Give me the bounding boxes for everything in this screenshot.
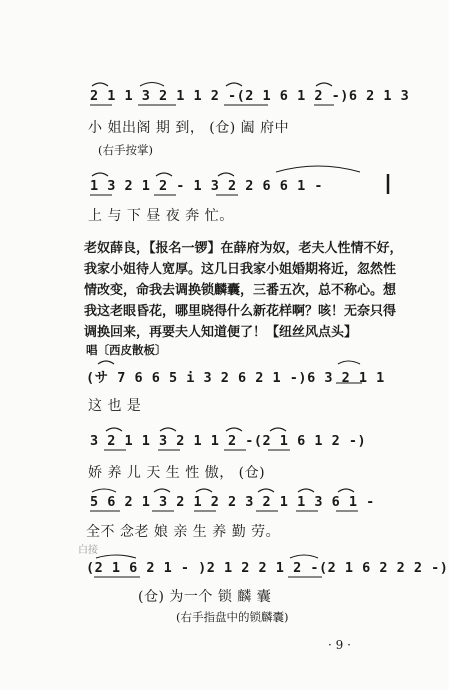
slur <box>290 555 318 558</box>
margin-note: 白接 <box>78 545 98 556</box>
slur <box>92 83 108 86</box>
slur <box>276 166 360 172</box>
lyric-line-5: 全不 念老 娘 亲 生 养 勤 劳。 <box>86 524 281 540</box>
prose-line-5: 调换回来，再要夫人知道便了！【纽丝风点头】 <box>84 325 358 340</box>
prose-line-2: 我家小姐待人宽厚。这几日我家小姐婚期将近，忽然性 <box>84 262 397 277</box>
slur <box>226 428 242 431</box>
slur <box>338 361 360 364</box>
notation-line-1: 2 1 1 3 2 1 1 2 -(2 1 6 1 2 -)6 2 1 3 <box>90 88 410 104</box>
slur <box>338 489 354 492</box>
stage-note-2: (右手指盘中的锁麟囊) <box>176 610 289 624</box>
slur <box>160 428 176 431</box>
slur <box>218 173 234 176</box>
slur <box>98 361 114 364</box>
slur <box>92 489 116 492</box>
lyric-line-2: 上 与 下 昼 夜 奔 忙。 <box>88 208 234 224</box>
page-number: · 9 · <box>328 638 351 652</box>
slur <box>156 173 172 176</box>
aria-label: 唱〔西皮散板〕 <box>86 343 167 357</box>
lyric-line-6: (仓) 为一个 锁 麟 囊 <box>138 589 272 605</box>
slur <box>226 83 242 86</box>
lyric-line-1: 小 姐出阁 期 到， (仓) 阖 府中 <box>88 120 290 136</box>
slur <box>140 83 164 87</box>
slur <box>258 489 274 492</box>
notation-line-5: 5 6 2 1 3 2 1 2 2 3 2 1 1 3 6 1 - <box>90 494 375 510</box>
prose-line-4: 我这老眼昏花，哪里晓得什么新花样啊？咳！无奈只得 <box>84 304 397 319</box>
lyric-line-3: 这 也 是 <box>88 398 142 414</box>
slur <box>96 555 136 558</box>
slur <box>298 489 314 492</box>
slur <box>154 489 170 492</box>
notation-line-2: 1 3 2 1 2 - 1 3 2 2 6 6 1 - <box>90 178 323 194</box>
slur <box>316 83 332 86</box>
slur <box>106 428 122 431</box>
prose-line-3: 情改变，命我去调换锁麟囊，三番五次，总不称心。想 <box>84 283 397 298</box>
prose-line-1: 老奴薛良，【报名一锣】在薛府为奴，老夫人性情不好， <box>84 241 403 256</box>
stage-note-1: (右手按掌) <box>98 143 153 157</box>
notation-line-3: (サ 7 6 6 5 i 3 2 6 2 1 -)6 3 2 1 1 <box>86 370 385 386</box>
notation-line-4: 3 2 1 1 3 2 1 1 2 -(2 1 6 1 2 -) <box>90 433 367 449</box>
notation-line-6: (2 1 6 2 1 - )2 1 2 2 1 2 -(2 1 6 2 2 2 -) <box>86 560 449 576</box>
slur <box>92 173 108 176</box>
lyric-line-4: 娇 养 儿 天 生 性 傲， (仓) <box>88 465 266 481</box>
slur <box>270 428 286 431</box>
slur <box>196 489 212 492</box>
